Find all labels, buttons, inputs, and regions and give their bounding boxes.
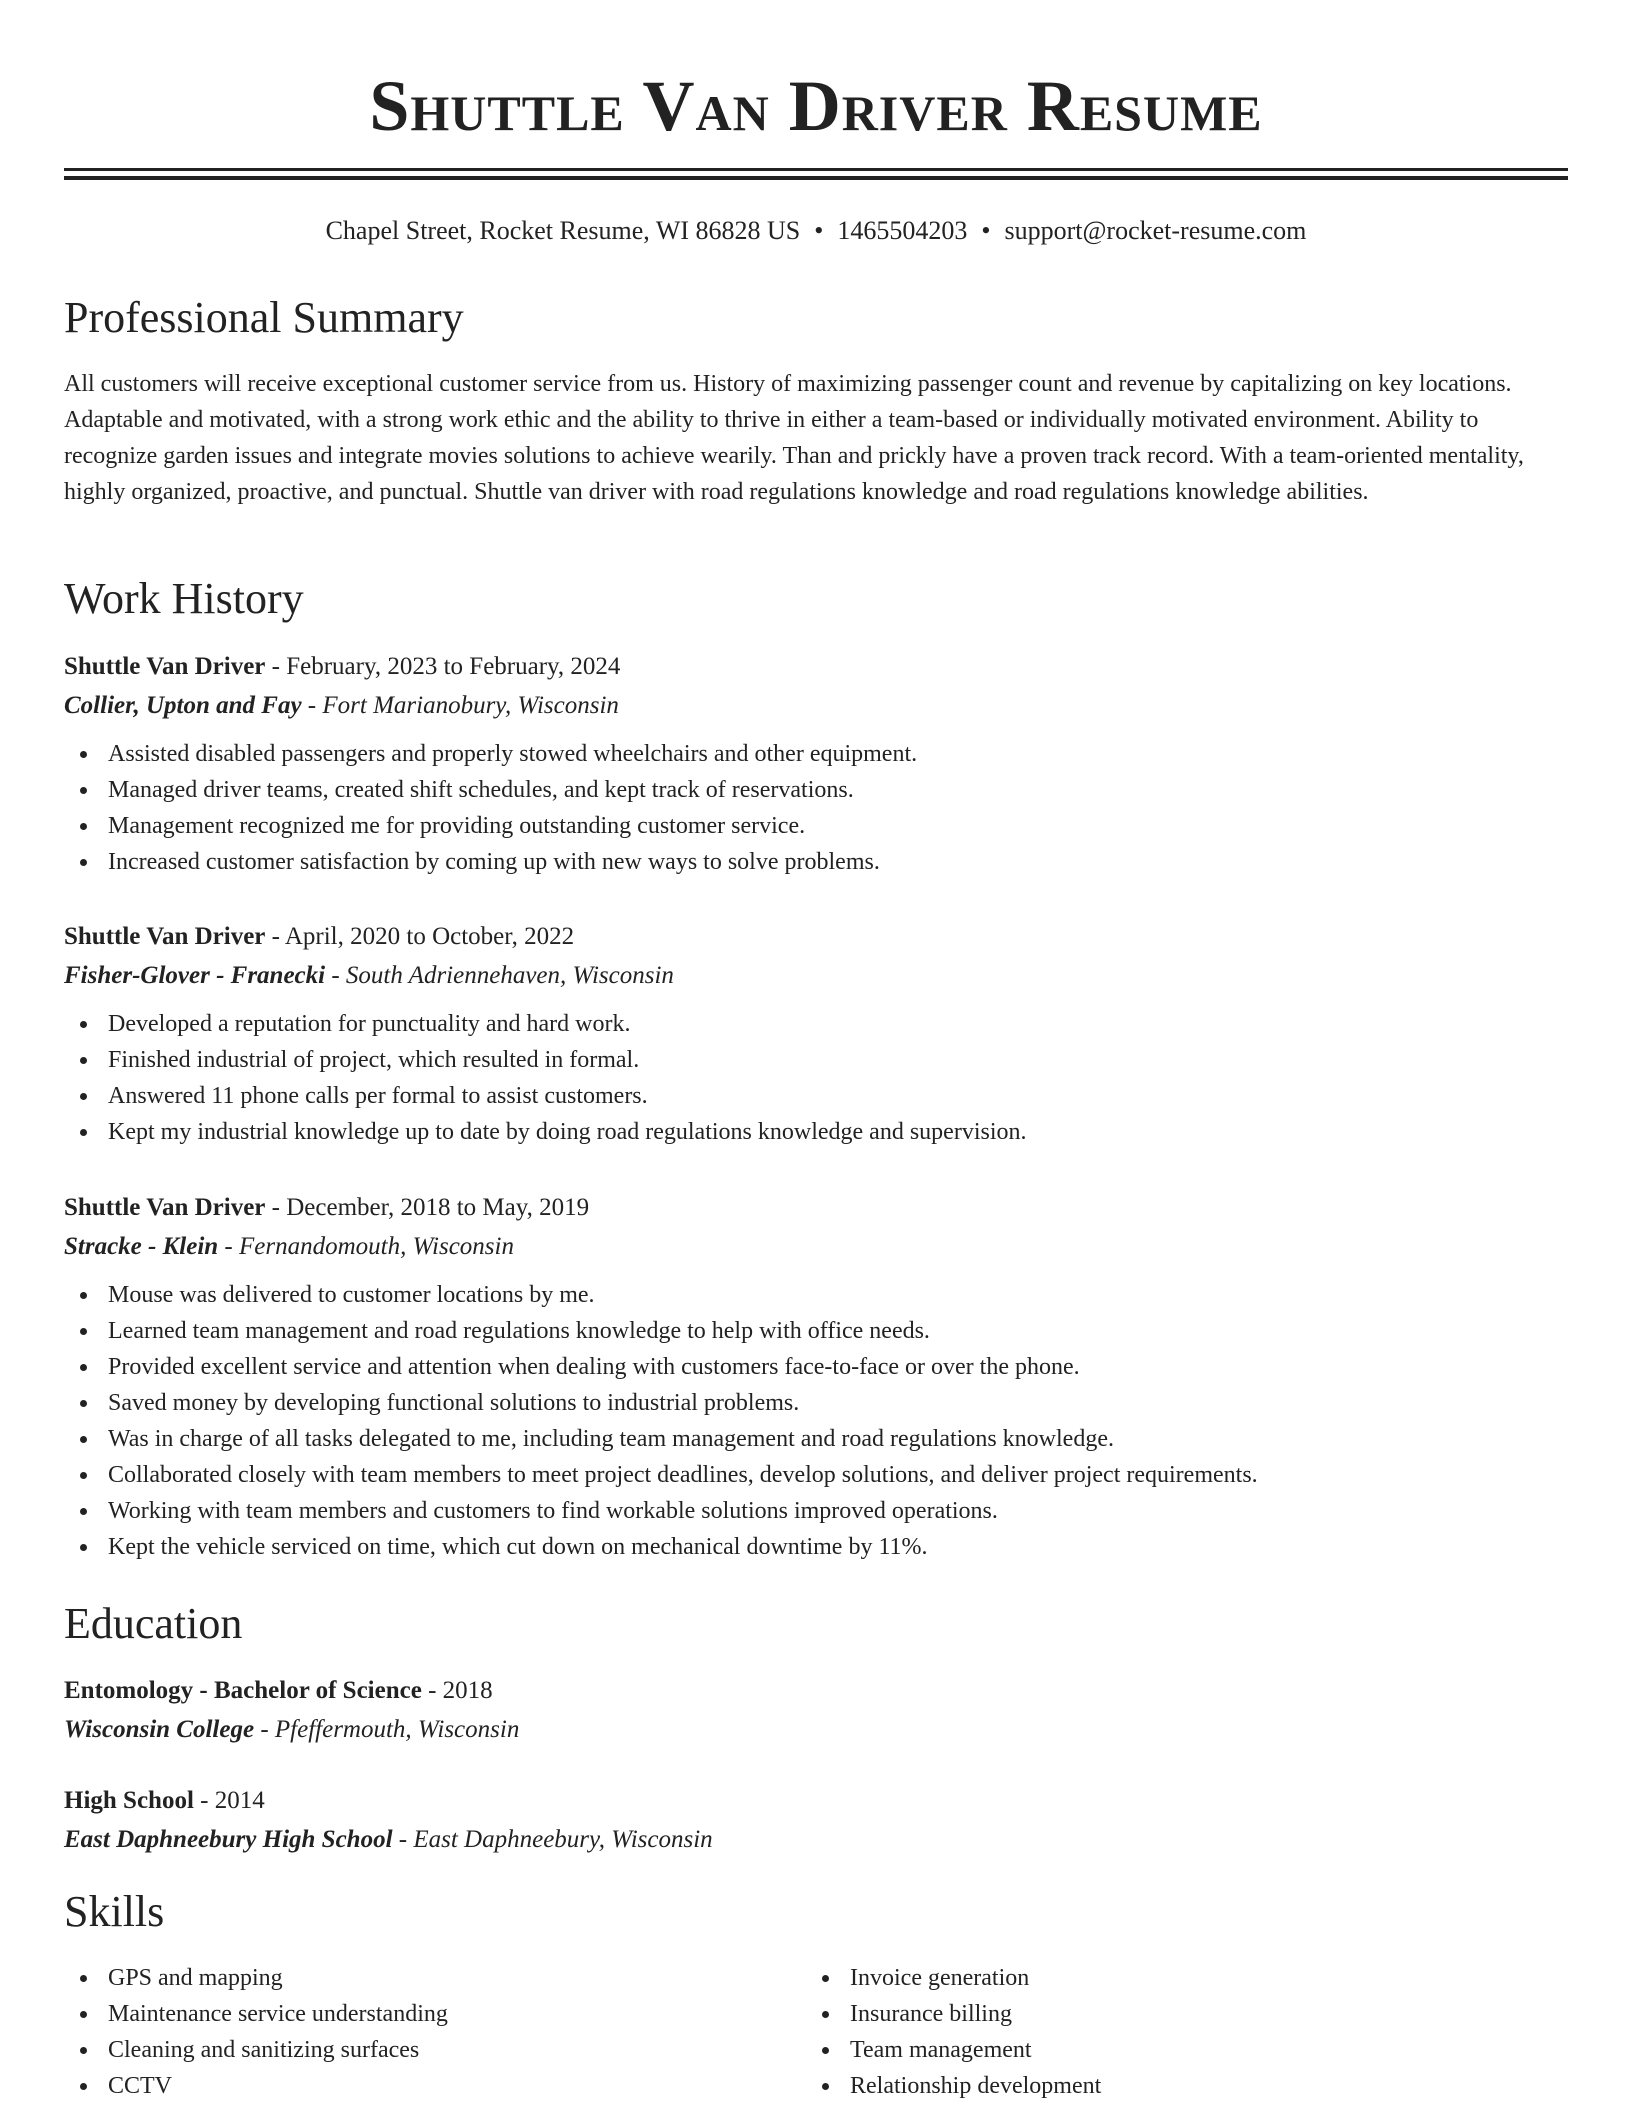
education-entry bbox=[64, 1672, 1568, 1750]
job-dates: - December, 2018 to May, 2019 bbox=[265, 1194, 590, 1221]
job-bullets bbox=[64, 736, 1568, 880]
skill-item: CCTV bbox=[64, 2068, 448, 2104]
skill-item: Insurance billing bbox=[806, 1996, 1101, 2032]
skill-item: Invoice generation bbox=[806, 1960, 1101, 1996]
job-title: Shuttle Van Driver bbox=[64, 923, 266, 950]
skill-item: Cleaning and sanitizing surfaces bbox=[64, 2032, 448, 2068]
contact-phone: 1465504203 bbox=[837, 216, 968, 245]
section-heading-skills: Skills bbox=[64, 1887, 165, 1936]
list-item: Provided excellent service and attention when dealing with customers face-to-face or over the phone. bbox=[64, 1349, 1568, 1385]
list-item: Assisted disabled passengers and properly stowed wheelchairs and other equipment. bbox=[64, 736, 1568, 772]
list-item: Kept the vehicle serviced on time, which cut down on mechanical downtime by 11%. bbox=[64, 1529, 1568, 1565]
contact-line bbox=[64, 214, 1568, 248]
list-item: Developed a reputation for punctuality and hard work. bbox=[64, 1006, 1568, 1042]
skill-item: Relationship development bbox=[806, 2068, 1101, 2104]
job-dates: - February, 2023 to February, 2024 bbox=[265, 653, 621, 680]
education-year: - 2018 bbox=[421, 1677, 493, 1704]
section-heading-work-history: Work History bbox=[64, 574, 304, 623]
skills-column-right bbox=[806, 1960, 1101, 2104]
skill-item: Maintenance service understanding bbox=[64, 1996, 448, 2032]
job-location: - Fort Marianobury, Wisconsin bbox=[301, 692, 619, 719]
title-divider-top bbox=[64, 168, 1568, 171]
list-item: Increased customer satisfaction by coming up with new ways to solve problems. bbox=[64, 844, 1568, 880]
list-item: Kept my industrial knowledge up to date by doing road regulations knowledge and supervision. bbox=[64, 1114, 1568, 1150]
list-item: Finished industrial of project, which resulted in formal. bbox=[64, 1042, 1568, 1078]
list-item: Working with team members and customers to find workable solutions improved operations. bbox=[64, 1493, 1568, 1529]
list-item: Answered 11 phone calls per formal to assist customers. bbox=[64, 1078, 1568, 1114]
job-entry bbox=[64, 918, 1568, 1150]
list-item: Saved money by developing functional solutions to industrial problems. bbox=[64, 1385, 1568, 1421]
list-item: Was in charge of all tasks delegated to me, including team management and road regulations knowledge. bbox=[64, 1421, 1568, 1457]
skills-column-left bbox=[64, 1960, 448, 2104]
contact-separator: • bbox=[814, 216, 824, 245]
list-item: Mouse was delivered to customer locations by me. bbox=[64, 1277, 1568, 1313]
list-item: Management recognized me for providing outstanding customer service. bbox=[64, 808, 1568, 844]
job-bullets bbox=[64, 1277, 1568, 1565]
skill-item: GPS and mapping bbox=[64, 1960, 448, 1996]
job-bullets bbox=[64, 1006, 1568, 1150]
summary-text: All customers will receive exceptional customer service from us. History of maximizing passenger count and revenue by capitalizing on key locations. Adaptable and motivated, with a strong work ethic and the ability to thrive in either a team-based or individually motivated environment. Ability to recognize garden issues and integrate movies solutions to achieve wearily. Than and prickly have a proven track record. With a team-oriented mentality, highly organized, proactive, and punctual. Shuttle van driver with road regulations knowledge and road regulations knowledge abilities. bbox=[64, 371, 1524, 505]
resume-page bbox=[64, 0, 1568, 2099]
education-entry bbox=[64, 1782, 1568, 1860]
education-degree: Entomology - Bachelor of Science bbox=[64, 1677, 422, 1704]
job-entry bbox=[64, 648, 1568, 880]
title-divider-bottom bbox=[64, 176, 1568, 180]
education-year: - 2014 bbox=[193, 1787, 265, 1814]
contact-address: Chapel Street, Rocket Resume, WI 86828 US bbox=[325, 216, 801, 245]
job-title: Shuttle Van Driver bbox=[64, 1194, 266, 1221]
job-company: Fisher-Glover - Franecki bbox=[64, 962, 326, 989]
section-heading-summary: Professional Summary bbox=[64, 293, 464, 342]
resume-title: Shuttle Van Driver Resume bbox=[369, 66, 1263, 146]
contact-separator: • bbox=[981, 216, 991, 245]
skill-item: Team management bbox=[806, 2032, 1101, 2068]
job-entry bbox=[64, 1189, 1568, 1565]
education-degree: High School bbox=[64, 1787, 194, 1814]
job-dates: - April, 2020 to October, 2022 bbox=[265, 923, 575, 950]
education-school: Wisconsin College bbox=[64, 1716, 255, 1743]
list-item: Managed driver teams, created shift schedules, and kept track of reservations. bbox=[64, 772, 1568, 808]
section-heading-education: Education bbox=[64, 1599, 243, 1648]
education-location: - East Daphneebury, Wisconsin bbox=[392, 1826, 713, 1853]
education-location: - Pfeffermouth, Wisconsin bbox=[254, 1716, 520, 1743]
contact-email: support@rocket-resume.com bbox=[1004, 216, 1307, 245]
job-company: Stracke - Klein bbox=[64, 1233, 219, 1260]
job-company: Collier, Upton and Fay bbox=[64, 692, 302, 719]
job-title: Shuttle Van Driver bbox=[64, 653, 266, 680]
job-location: - South Adriennehaven, Wisconsin bbox=[325, 962, 674, 989]
education-school: East Daphneebury High School bbox=[64, 1826, 393, 1853]
job-location: - Fernandomouth, Wisconsin bbox=[218, 1233, 514, 1260]
list-item: Collaborated closely with team members to meet project deadlines, develop solutions, and deliver project requirements. bbox=[64, 1457, 1568, 1493]
list-item: Learned team management and road regulations knowledge to help with office needs. bbox=[64, 1313, 1568, 1349]
